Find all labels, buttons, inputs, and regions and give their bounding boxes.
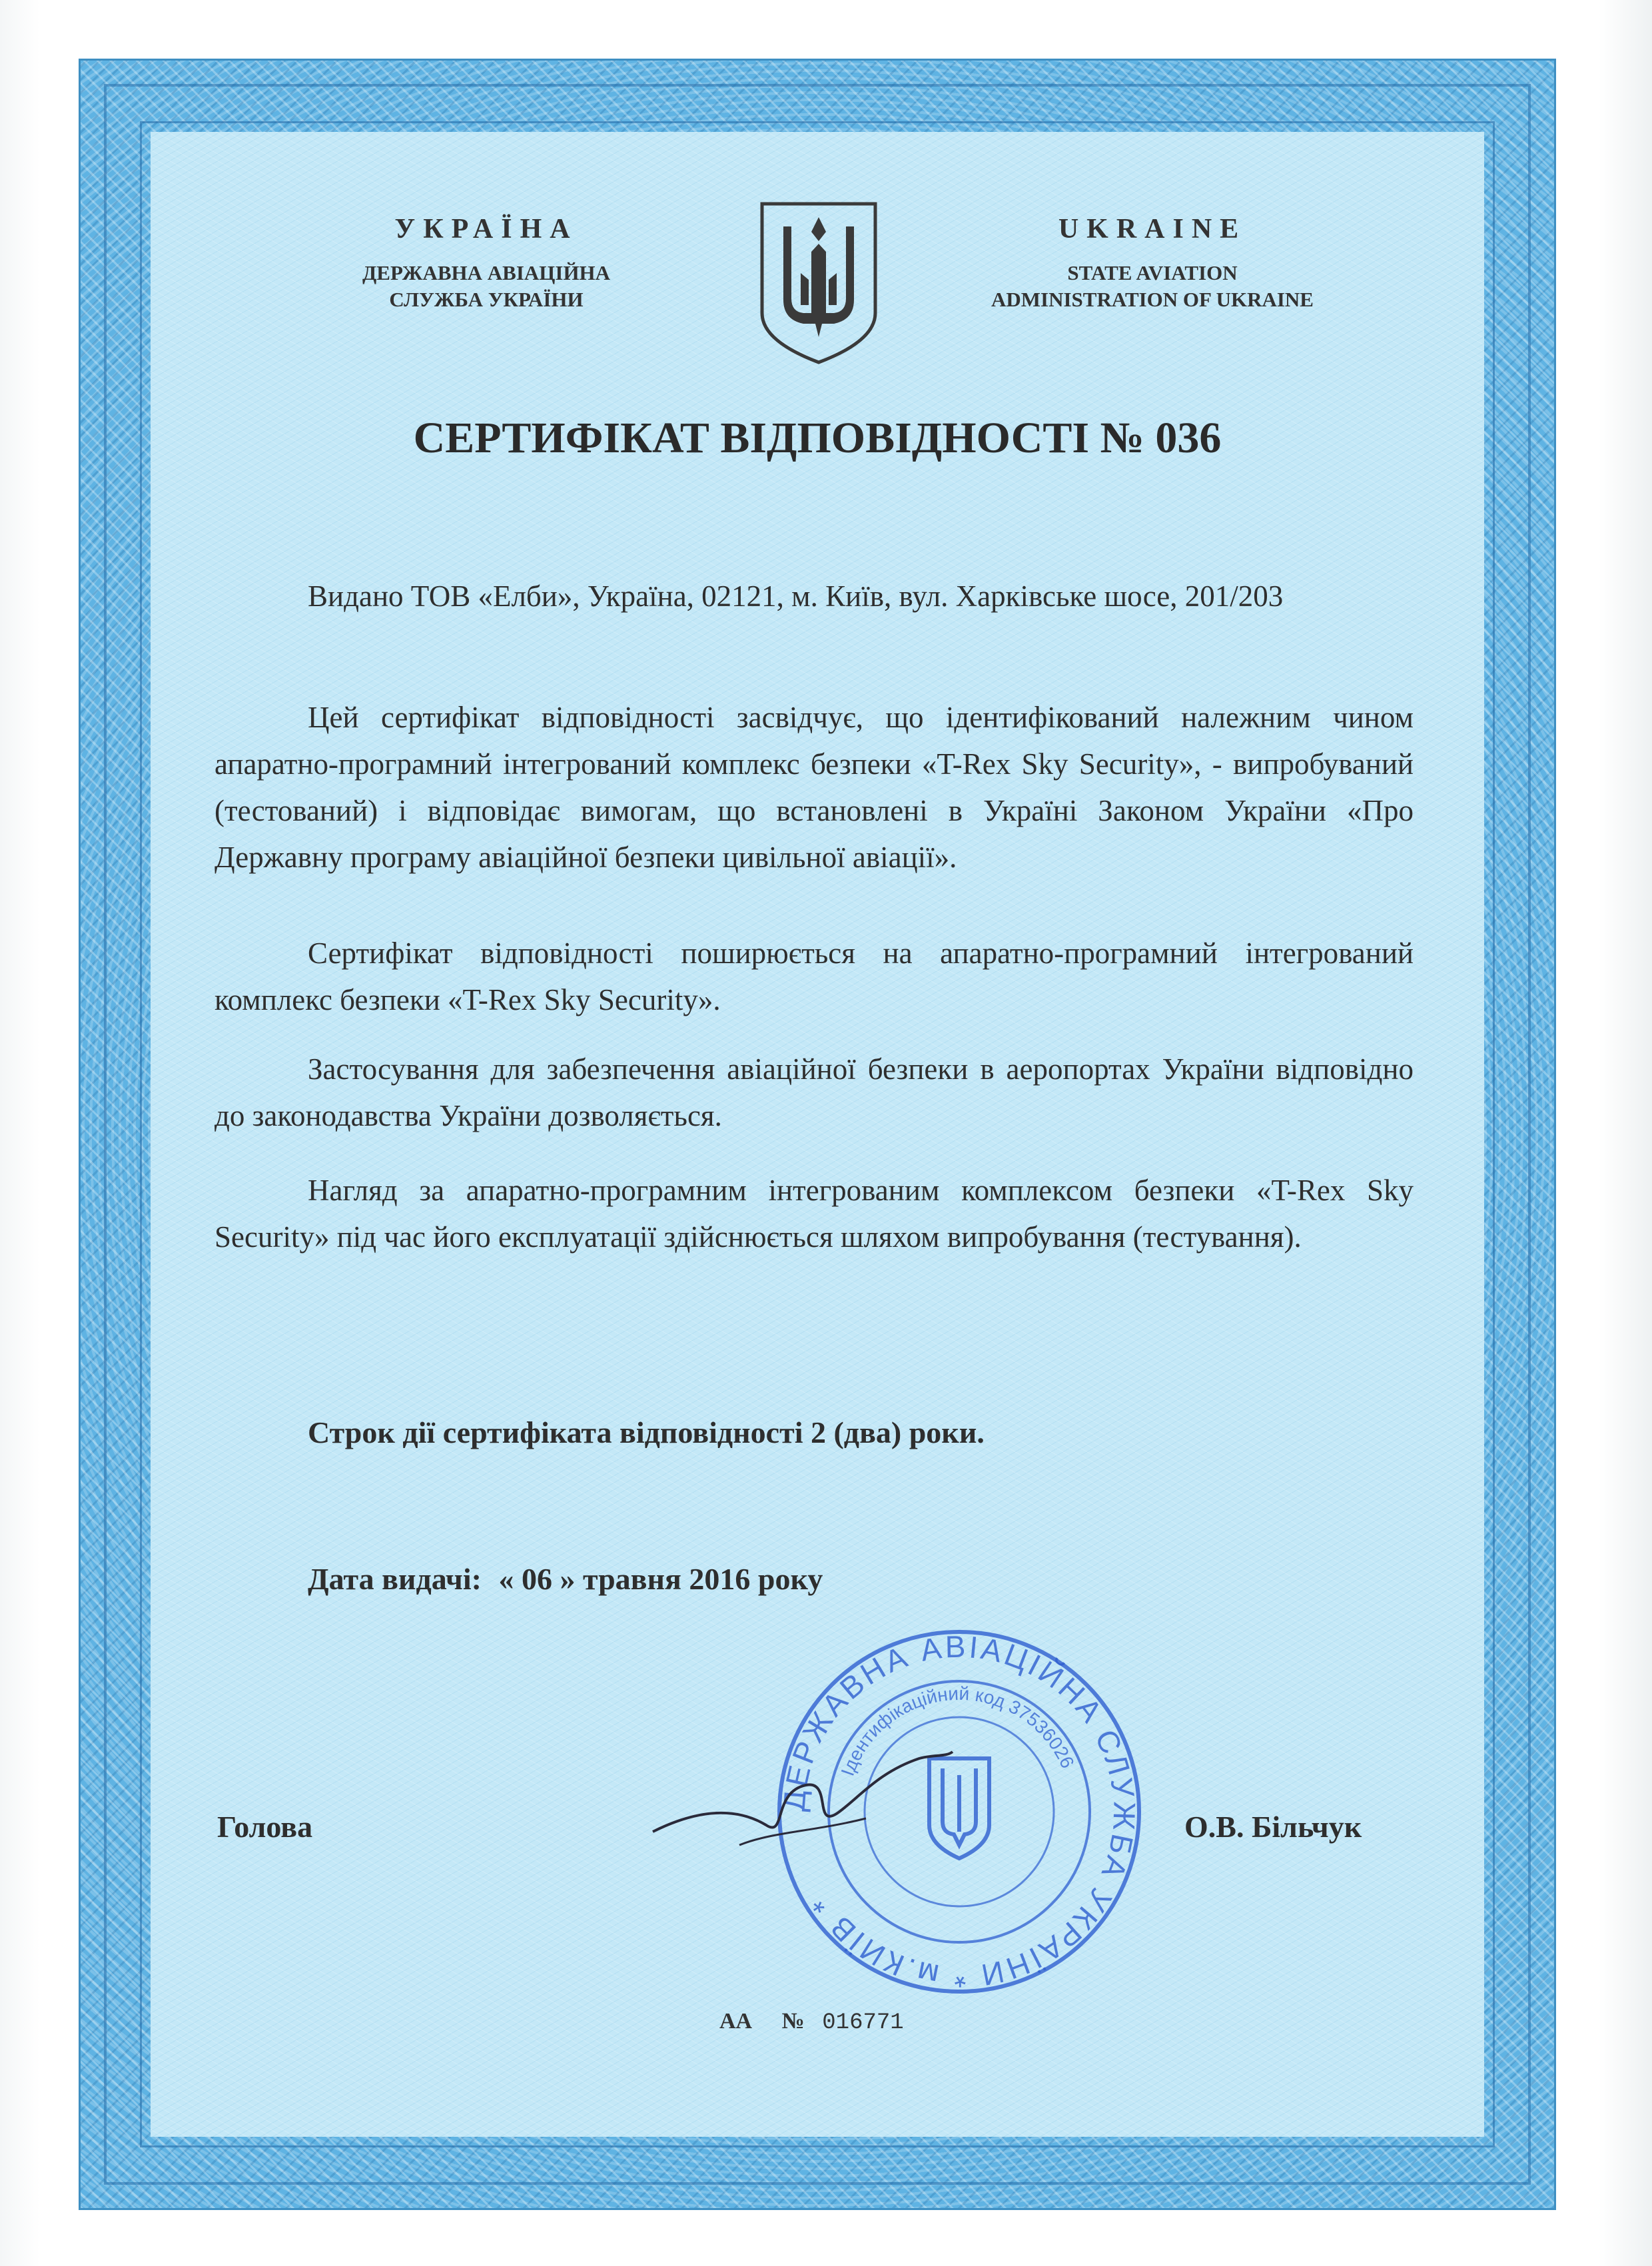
serial-number: 016771: [822, 2010, 904, 2036]
signatory-position: Голова: [217, 1810, 313, 1844]
handwritten-signature: [639, 1732, 959, 1878]
stamp-outer-text: ДЕРЖАВНА АВІАЦІЙНА СЛУЖБА УКРАЇНИ * м.КИЇВ *: [776, 1629, 1142, 1995]
issue-date-value: « 06 » травня 2016 року: [498, 1562, 823, 1596]
stamp-inner-text: Ідентифікаційний код 37536026: [837, 1683, 1078, 1779]
paragraph-supervision: Нагляд за апаратно-програмним інтегрованим комплексом безпеки «T-Rex Sky Security» під час його експлуатації здійснюється шляхом випробування (тестування).: [214, 1174, 1414, 1254]
signatory-name: О.В. Більчук: [1184, 1810, 1362, 1844]
validity-period: Строк дії сертифіката відповідності 2 (два) роки.: [308, 1415, 985, 1449]
certificate-title: СЕРТИФІКАТ ВІДПОВІДНОСТІ № 036: [413, 414, 1222, 462]
header-right-org-line1: STATE AVIATION: [1067, 261, 1238, 284]
header-left: [320, 213, 653, 313]
paragraph-scope: Сертифікат відповідності поширюється на апаратно-програмний інтегрований комплекс безпеки «T-Rex Sky Security».: [214, 937, 1414, 1016]
paragraph-issued-to: Видано ТОВ «Елби», Україна, 02121, м. Київ, вул. Харківське шосе, 201/203: [308, 579, 1284, 613]
serial-series: АА: [719, 2009, 753, 2034]
header-right-org-line2: ADMINISTRATION OF UKRAINE: [991, 288, 1314, 311]
header-right-country: UKRAINE: [1058, 214, 1247, 244]
issue-date: [308, 1561, 832, 1597]
header-left-org-line1: ДЕРЖАВНА АВІАЦІЙНА: [362, 261, 611, 284]
trident-emblem-icon: [757, 200, 881, 366]
header-left-org: [320, 260, 653, 313]
issue-date-label: Дата видачі:: [308, 1562, 482, 1596]
paragraph-certifies: Цей сертифікат відповідності засвідчує, що ідентифікований належним чином апаратно-програмний інтегрований комплекс безпеки «T-Rex Sky Security», - випробуваний (тестований) і відповідає вимогам, що встановлені в Україні Законом України «Про Державну програму авіаційної безпеки цивільної авіації».: [214, 701, 1414, 874]
header-right-org: [946, 260, 1359, 313]
header-left-org-line2: СЛУЖБА УКРАЇНИ: [389, 288, 584, 311]
serial-number-sign: №: [781, 2009, 805, 2034]
paragraph-usage: Застосування для забезпечення авіаційної безпеки в аеропортах України відповідно до законодавства України дозволяється.: [214, 1052, 1414, 1132]
form-serial-number: [719, 2009, 904, 2036]
header-right: [946, 213, 1359, 313]
header-left-country: УКРАЇНА: [394, 214, 578, 244]
